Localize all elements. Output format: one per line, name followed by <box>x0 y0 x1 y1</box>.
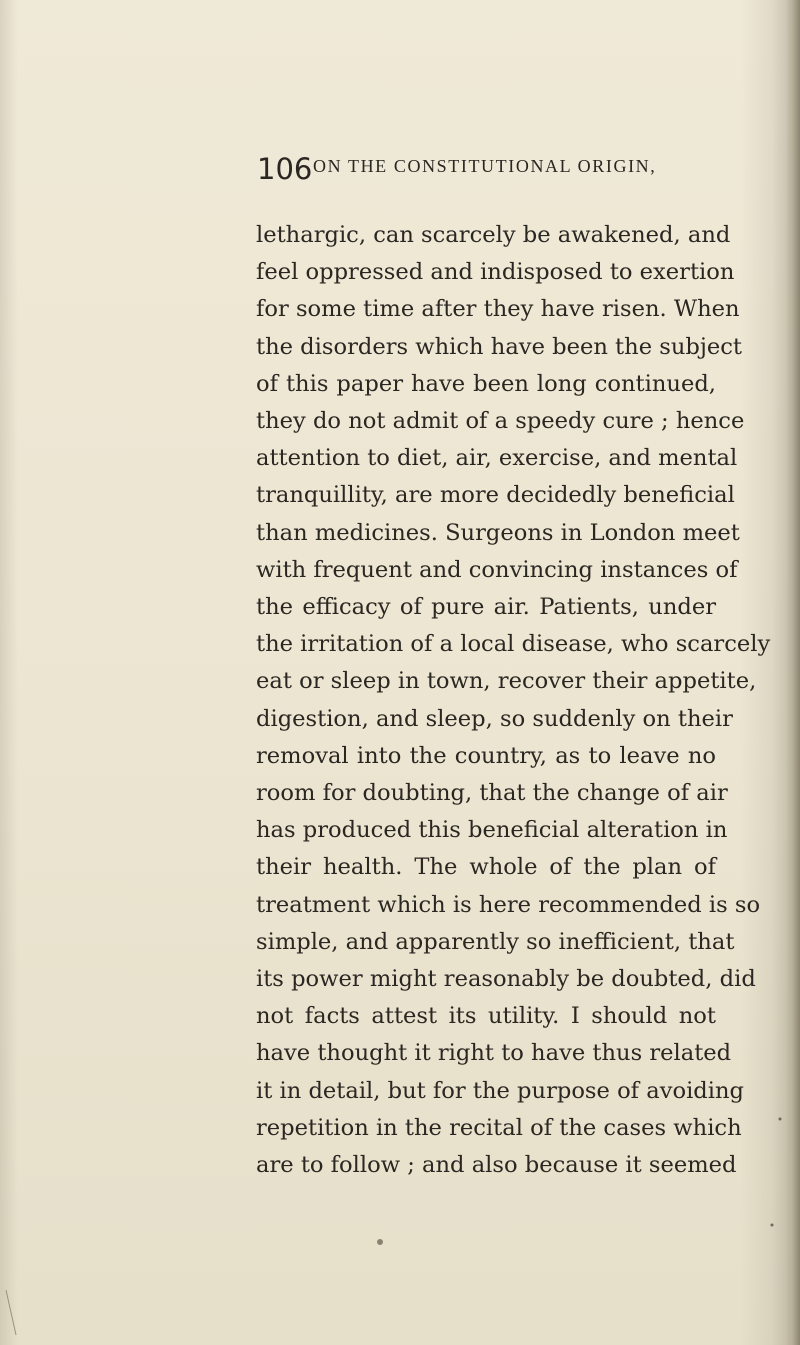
text-line: tranquillity, are more decidedly beneficial <box>256 482 735 509</box>
page-number: 106 <box>257 152 313 186</box>
text-line: has produced this beneficial alteration in <box>256 817 728 844</box>
running-title: ON THE CONSTITUTIONAL ORIGIN, <box>313 156 657 176</box>
text-line: than medicines. Surgeons in London meet <box>256 519 740 546</box>
page-crease <box>6 1290 16 1335</box>
body-text <box>256 217 771 1184</box>
text-line: the disorders which have been the subject <box>256 333 742 360</box>
text-line: the irritation of a local disease, who scarcely <box>256 631 771 658</box>
text-line: digestion, and sleep, so suddenly on their <box>256 705 733 732</box>
text-line: not facts attest its utility. I should not <box>256 1003 716 1030</box>
text-line: it in detail, but for the purpose of avoiding <box>256 1077 744 1104</box>
text-line: room for doubting, that the change of air <box>256 780 728 807</box>
text-line: their health. The whole of the plan of <box>256 854 716 881</box>
text-line: the efficacy of pure air. Patients, under <box>256 594 716 621</box>
text-line: eat or sleep in town, recover their appetite, <box>256 668 757 695</box>
text-line: its power might reasonably be doubted, did <box>256 966 756 993</box>
text-line: for some time after they have risen. When <box>256 296 740 323</box>
paper-speck <box>771 1224 774 1227</box>
text-line: feel oppressed and indisposed to exertion <box>256 259 735 286</box>
text-line: are to follow ; and also because it seemed <box>256 1152 737 1179</box>
text-line: of this paper have been long continued, <box>256 370 716 397</box>
paper-speck <box>779 1118 782 1121</box>
paper-speck <box>377 1239 383 1245</box>
text-line: repetition in the recital of the cases which <box>256 1114 742 1141</box>
text-line: attention to diet, air, exercise, and mental <box>256 445 738 472</box>
page-edge-shadow <box>786 0 800 1345</box>
text-line: lethargic, can scarcely be awakened, and <box>256 222 731 248</box>
text-line: they do not admit of a speedy cure ; hence <box>256 408 745 435</box>
text-line: with frequent and convincing instances of <box>256 556 738 583</box>
text-line: treatment which is here recommended is so <box>256 891 761 918</box>
text-line: removal into the country, as to leave no <box>256 742 716 769</box>
text-line: simple, and apparently so inefficient, that <box>256 928 735 955</box>
text-line: have thought it right to have thus related <box>256 1040 732 1067</box>
